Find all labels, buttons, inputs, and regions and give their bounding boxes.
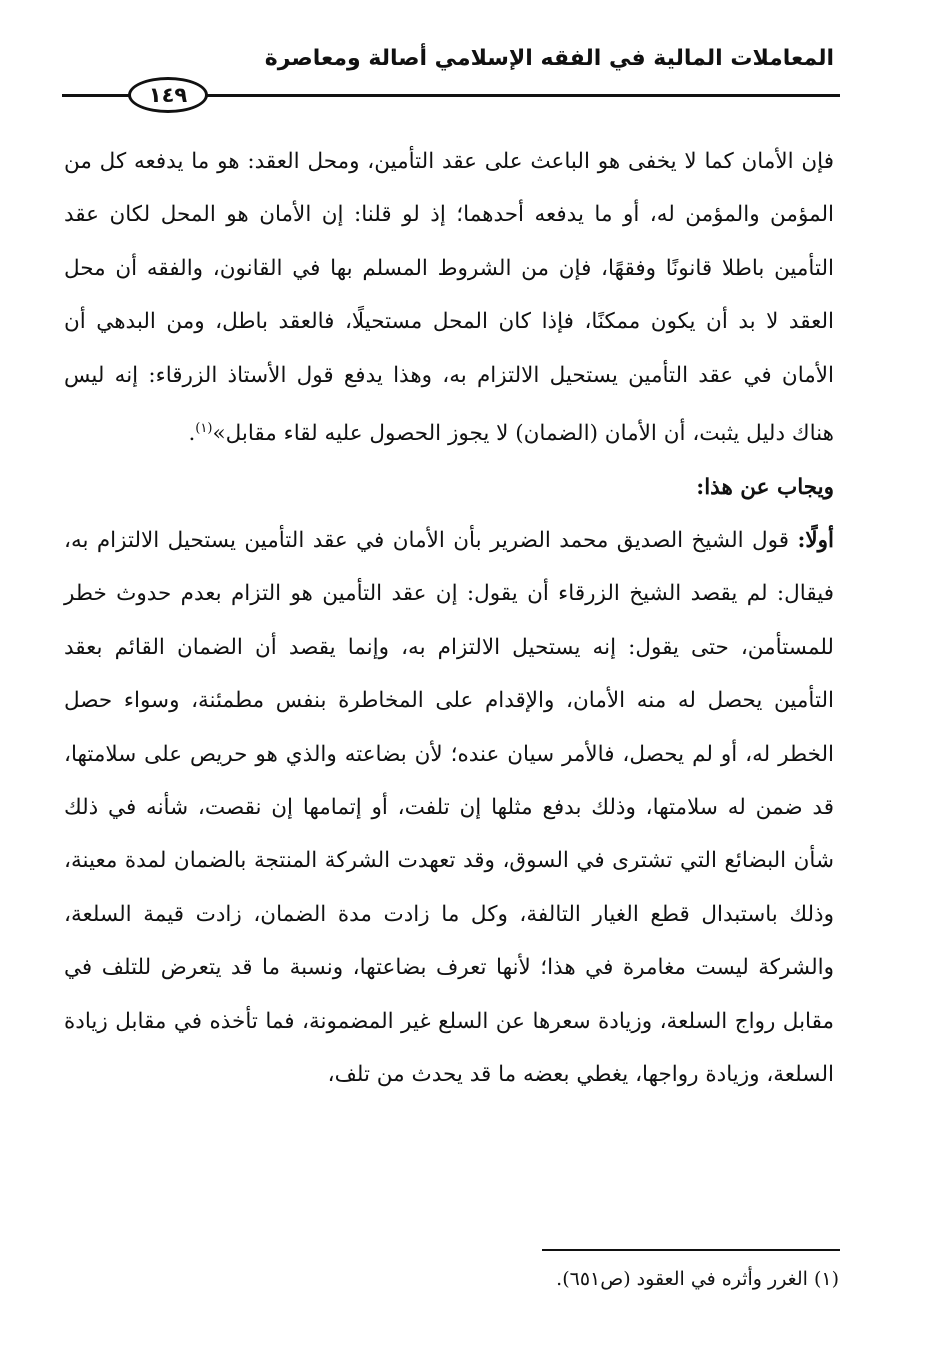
footnote-reference: (١) <box>195 421 213 437</box>
paragraph-text: فإن الأمان كما لا يخفى هو الباعث على عقد التأمين، ومحل العقد: هو ما يدفعه كل من المؤمن والمؤمن له، أو ما يدفعه أحدهما؛ إذ لو قلنا: إن الأمان هو المحل لكان عقد التأمين باطلا قانونًا وفقهًا، فإن من الشروط المسلم بها في القانون، والفقه أن محل العقد لا بد أن يكون ممكنًا، فإذا كان المحل مستحيلًا، فالعقد باطل، ومن البدهي أن الأمان في عقد التأمين يستحيل الالتزام به، وهذا يدفع قول الأستاذ الزرقاء: إنه ليس هناك دليل يثبت، أن الأمان (الضمان) لا يجوز الحصول عليه لقاء مقابل» <box>64 149 834 447</box>
paragraph <box>64 135 834 461</box>
page-number: ١٤٩ <box>128 77 208 113</box>
footnote-rule <box>542 1249 840 1251</box>
paragraph <box>64 514 834 1101</box>
body-text <box>64 135 834 1101</box>
paragraph-text: قول الشيخ الصديق محمد الضرير بأن الأمان في عقد التأمين يستحيل الالتزام به، فيقال: لم يقصد الشيخ الزرقاء أن يقول: إن عقد التأمين هو التزام بعدم حدوث خطر للمستأمن، حتى يقول: إنه يستحيل الالتزام به، وإنما يقصد أن الضمان القائم بعقد التأمين يحصل له منه الأمان، والإقدام على المخاطرة بنفس مطمئنة، وسواء حصل الخطر له، أو لم يحصل، فالأمر سيان عنده؛ لأن بضاعته والذي هو حريص على سلامتها، قد ضمن له سلامتها، وذلك بدفع مثلها إن تلفت، أو إتمامها إن نقصت، شأنه في ذلك شأن البضائع التي تشترى في السوق، وقد تعهدت الشركة المنتجة بالضمان لمدة معينة، وذلك باستبدال قطع الغيار التالفة، وكل ما زادت مدة الضمان، زادت قيمة السلعة، والشركة ليست مغامرة في هذا؛ لأنها تعرف بضاعتها، ونسبة ما قد يتعرض للتلف في مقابل رواج السلعة، وزيادة سعرها عن السلع غير المضمونة، فما تأخذه في مقابل زيادة السلعة، وزيادة رواجها، يغطي بعضه ما قد يحدث من تلف، <box>64 528 834 1088</box>
footnote: (١) الغرر وأثره في العقود (ص٦٥١). <box>556 1268 839 1290</box>
paragraph-end: . <box>188 421 196 447</box>
running-header-title: المعاملات المالية في الفقه الإسلامي أصالة ومعاصرة <box>264 46 834 71</box>
section-heading: ويجاب عن هذا: <box>696 474 834 500</box>
paragraph-lead: أولًا: <box>797 528 835 553</box>
